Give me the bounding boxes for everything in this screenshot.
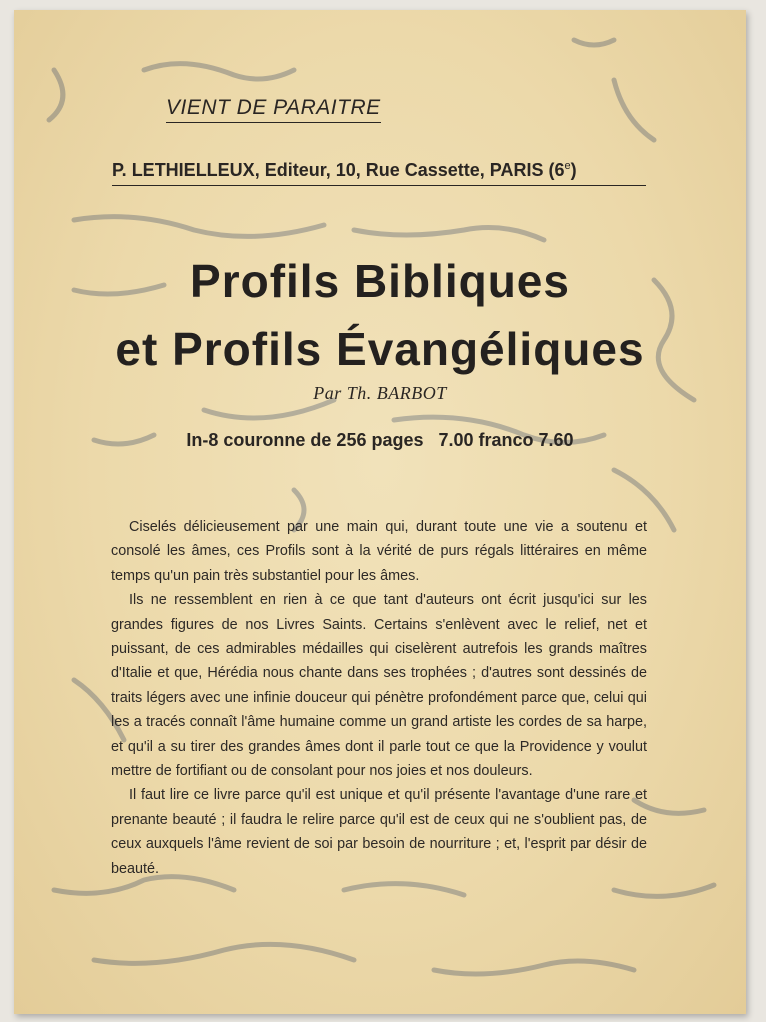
publisher-close-paren: ) bbox=[570, 160, 577, 180]
printed-leaflet bbox=[14, 10, 746, 1014]
author-line: Par Th. BARBOT bbox=[313, 383, 447, 403]
publisher-line bbox=[112, 160, 646, 186]
paragraph: Il faut lire ce livre parce qu'il est unique et qu'il présente l'avantage d'une rare et prenante beauté ; il faudra le relire parce qu'il est de ceux qui ne s'oublient pas, de ceux auxquels l'âme revient de soi par besoin de nourriture ; et, l'esprit par désir de beauté. bbox=[111, 787, 647, 877]
book-title-line-1: Profils Bibliques bbox=[190, 255, 570, 307]
publisher-text: P. LETHIELLEUX, Editeur, 10, Rue Cassette, PARIS (6 bbox=[112, 160, 565, 180]
format-price-line: In-8 couronne de 256 pages 7.00 franco 7.60 bbox=[186, 430, 574, 450]
paragraph: Ils ne ressemblent en rien à ce que tant d'auteurs ont écrit jusqu'ici sur les grandes figures de nos Livres Saints. Certains s'enlèvent avec le relief, net et puissant, de ces admirables médailles qui ciselèrent autrefois les grands maîtres d'Italie et que, Hérédia nous chante dans ses trophées ; d'autres sont dessinés de traits légers avec une infinie douceur qui pénètre profondément parce que, celui qui les a tracés connaît l'âme humaine comme un grand artiste les cordes de sa harpe, et qu'il a su tirer des grandes âmes dont il parle tout ce que la Providence y voulut mettre de fortifiant ou de consolant pour nos joies et nos douleurs. bbox=[111, 592, 647, 780]
paragraph: Ciselés délicieusement par une main qui, durant toute une vie a soutenu et consolé les âmes, ces Profils sont à la vérité de purs régals littéraires en même temps qu'un pain très substantiel pour les âmes. bbox=[111, 519, 647, 584]
book-title-line-2: et Profils Évangéliques bbox=[115, 323, 645, 375]
description-body bbox=[111, 515, 647, 881]
publisher-arrondissement-sup: e bbox=[564, 160, 571, 172]
kicker-heading: VIENT DE PARAITRE bbox=[166, 96, 381, 123]
